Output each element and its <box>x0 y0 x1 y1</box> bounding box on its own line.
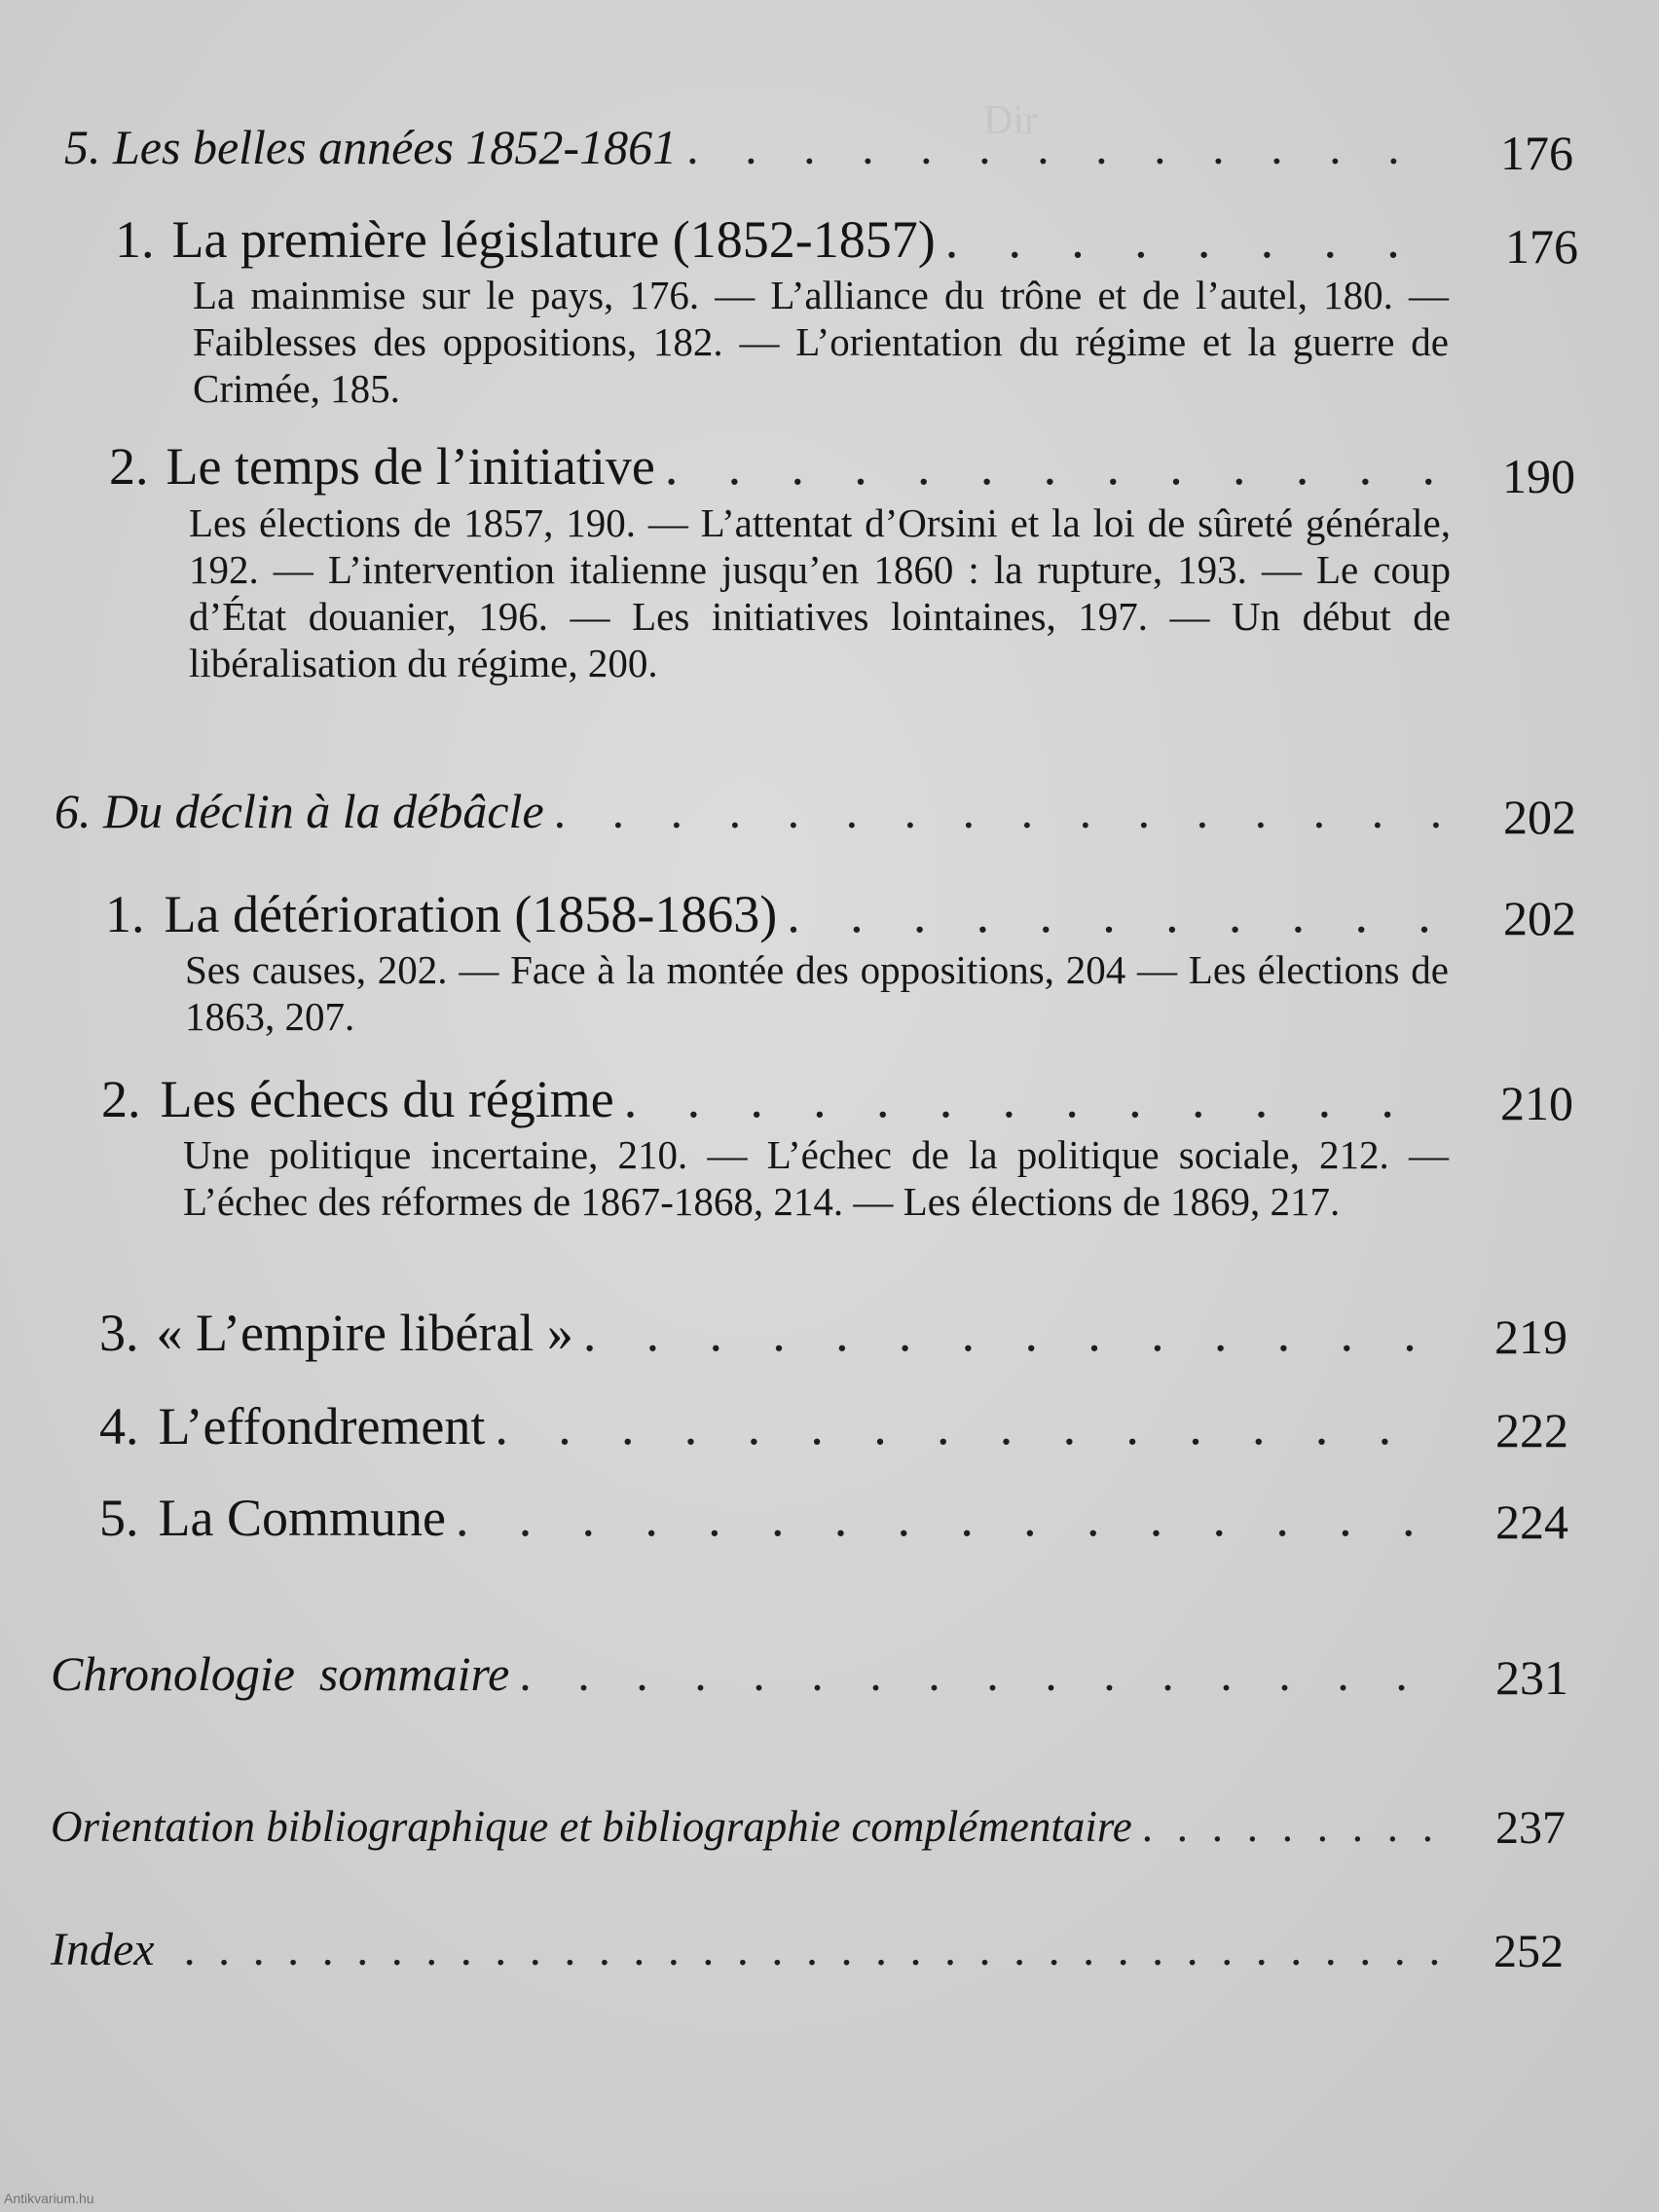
section-title: Le temps de l’initiative <box>166 437 655 496</box>
page-number: 231 <box>1495 1650 1568 1705</box>
toc-entry-label: Orientation bibliographique et bibliographie complémentaire <box>51 1802 1132 1851</box>
page-number: 222 <box>1495 1403 1568 1457</box>
toc-entry-chronologie[interactable] <box>51 1645 1443 1702</box>
dot-leader <box>583 1303 1447 1363</box>
page-number: 202 <box>1503 891 1576 945</box>
section-title: La Commune <box>158 1489 446 1547</box>
toc-entry-section[interactable] <box>109 436 1447 497</box>
dot-leader <box>1142 1801 1443 1852</box>
dot-leader <box>519 1645 1443 1702</box>
dot-leader <box>184 1923 1443 1976</box>
page-number: 202 <box>1503 790 1576 844</box>
section-number: 1. <box>105 885 145 943</box>
page-number: 176 <box>1505 219 1578 274</box>
section-number: 5. <box>99 1489 139 1547</box>
toc-entry-section[interactable] <box>101 1069 1447 1129</box>
section-title: Les échecs du régime <box>160 1070 614 1128</box>
page-number: 190 <box>1502 449 1575 503</box>
section-number: 4. <box>99 1397 139 1456</box>
dot-leader <box>456 1488 1443 1548</box>
toc-entry-chapter-5[interactable] <box>64 119 1447 175</box>
toc-entry-label: Chronologie sommaire <box>51 1646 510 1701</box>
section-number: 2. <box>109 437 149 496</box>
section-number: 1. <box>115 210 155 269</box>
page-number: 224 <box>1495 1494 1568 1549</box>
page-number: 252 <box>1493 1926 1564 1977</box>
section-title: La première législature (1852-1857) <box>171 210 936 269</box>
bleed-through-text: Dir <box>983 98 1038 143</box>
section-title: « L’empire libéral » <box>156 1304 573 1362</box>
dot-leader <box>787 884 1447 944</box>
page-number: 237 <box>1495 1802 1566 1854</box>
section-title: L’effondrement <box>158 1397 486 1456</box>
toc-entry-label: Index <box>51 1924 155 1975</box>
toc-entry-section[interactable] <box>99 1396 1443 1456</box>
section-description: Une politique incertaine, 210. — L’échec de la politique sociale, 212. — L’échec des réformes de 1867-1868, 214. — Les élections de 1869, 217. <box>183 1132 1449 1224</box>
dot-leader <box>945 209 1447 270</box>
page-number: 176 <box>1500 126 1573 180</box>
dot-leader <box>495 1396 1443 1456</box>
page-number: 210 <box>1500 1076 1573 1130</box>
dot-leader <box>554 783 1447 839</box>
dot-leader <box>624 1069 1447 1129</box>
toc-entry-section[interactable] <box>99 1303 1447 1363</box>
section-number: 3. <box>99 1304 139 1362</box>
toc-entry-index[interactable] <box>51 1923 1443 1976</box>
section-number: 2. <box>101 1070 141 1128</box>
dot-leader <box>665 436 1447 497</box>
toc-entry-label: 6. Du déclin à la débâcle <box>55 784 544 838</box>
toc-entry-section[interactable] <box>115 209 1447 270</box>
toc-entry-section[interactable] <box>99 1488 1443 1548</box>
page-number: 219 <box>1494 1309 1567 1364</box>
watermark-text: Antikvarium.hu <box>4 2191 94 2206</box>
toc-entry-label: 5. Les belles années 1852-1861 <box>64 120 678 174</box>
section-description: Les élections de 1857, 190. — L’attentat d’Orsini et la loi de sûreté générale, 192. — L’intervention italienne jusqu’en 1860 : la rupture, 193. — Le coup d’État douanier, 196. — Les initiatives lointaines, 197. — Un début de libéralisation du régime, 200. <box>189 500 1451 685</box>
toc-entry-chapter-6[interactable] <box>55 783 1447 839</box>
section-title: La détérioration (1858-1863) <box>164 885 778 943</box>
toc-entry-orientation[interactable] <box>51 1801 1443 1852</box>
dot-leader <box>686 119 1447 175</box>
section-description: Ses causes, 202. — Face à la montée des oppositions, 204 — Les élections de 1863, 207. <box>185 947 1449 1039</box>
section-description: La mainmise sur le pays, 176. — L’alliance du trône et de l’autel, 180. — Faiblesses des oppositions, 182. — L’orientation du régime et la guerre de Crimée, 185. <box>193 273 1449 411</box>
toc-entry-section[interactable] <box>105 884 1447 944</box>
